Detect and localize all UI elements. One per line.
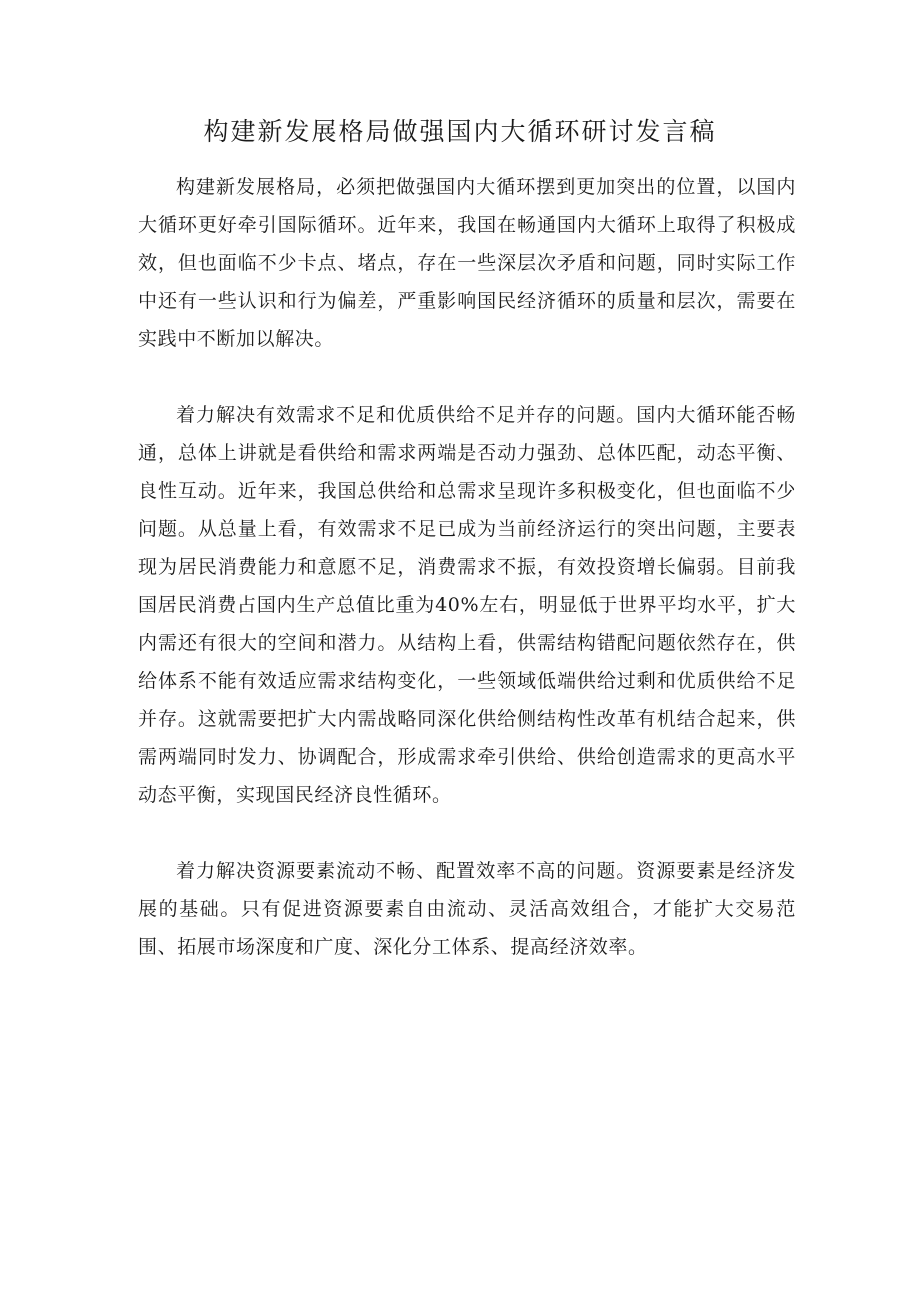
paragraph-resource-factors: 着力解决资源要素流动不畅、配置效率不高的问题。资源要素是经济发展的基础。只有促进资源要素自由流动、灵活高效组合，才能扩大交易范围、拓展市场深度和广度、深化分工体系、提高经济效率。: [138, 860, 796, 958]
document-title: 构建新发展格局做强国内大循环研讨发言稿: [203, 117, 717, 146]
document-body: [138, 168, 796, 1004]
paragraph-demand-supply: 着力解决有效需求不足和优质供给不足并存的问题。国内大循环能否畅通，总体上讲就是看供给和需求两端是否动力强劲、总体匹配，动态平衡、良性互动。近年来，我国总供给和总需求呈现许多积极变化，但也面临不少问题。从总量上看，有效需求不足已成为当前经济运行的突出问题，主要表现为居民消费能力和意愿不足，消费需求不振，有效投资增长偏弱。目前我国居民消费占国内生产总值比重为40%左右，明显低于世界平均水平，扩大内需还有很大的空间和潜力。从结构上看，供需结构错配问题依然存在，供给体系不能有效适应需求结构变化，一些领域低端供给过剩和优质供给不足并存。这就需要把扩大内需战略同深化供给侧结构性改革有机结合起来，供需两端同时发力、协调配合，形成需求牵引供给、供给创造需求的更高水平动态平衡，实现国民经济良性循环。: [138, 404, 796, 806]
paragraph-intro: 构建新发展格局，必须把做强国内大循环摆到更加突出的位置，以国内大循环更好牵引国际循环。近年来，我国在畅通国内大循环上取得了积极成效，但也面临不少卡点、堵点，存在一些深层次矛盾和问题，同时实际工作中还有一些认识和行为偏差，严重影响国民经济循环的质量和层次，需要在实践中不断加以解决。: [138, 176, 796, 350]
